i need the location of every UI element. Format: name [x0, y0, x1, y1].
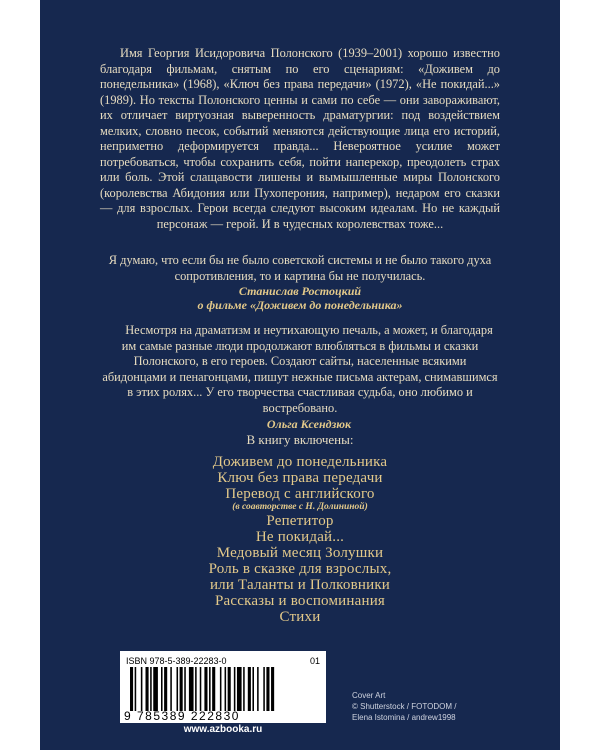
barcode-box [120, 651, 326, 737]
contents-item: Не покидай... [255, 529, 345, 545]
intro-text: Имя Георгия Исидоровича Полонского (1939–2001) хорошо известно благодаря фильмам, снятым по его сценариям: «Доживем до понедельника» (1968), «Ключ без права передачи» (1972), «Не покидай...» (1989). Но тексты Полонского ценны и сами по себе — они завораживают, их отличает виртуозная выверенность драматургии: под воздействием мелких, словно песок, событий меняются действующие лица его историй, неприметно деформируется правда... Невероятное усилие может потребоваться, чтобы сохранить себя, пойти наперекор, преодолеть страх или боль. Этой слащавости лишены и вымышленные миры Полонского (королевства Абидония или Пухоперония, например), недаром его сказки — для взрослых. Герои всегда следуют высоким идеалам. Но не каждый персонаж — герой. И в чудесных королевствах тоже... [100, 46, 500, 231]
contents-item: Ключ без права передачи [217, 470, 383, 486]
isbn-line [126, 656, 320, 666]
contents-item: Доживем до понедельника [212, 454, 388, 470]
intro-paragraph [100, 46, 500, 232]
cover-credits [352, 690, 552, 723]
contents-list [100, 432, 500, 625]
contents-header: В книгу включены: [246, 432, 354, 447]
contents-item: Медовый месяц Золушки [216, 545, 384, 561]
barcode-digits: 9 785389 222830 [124, 709, 240, 723]
credits-line: Cover Art [352, 691, 386, 700]
quote-author: Станислав Ростоцкий [238, 284, 362, 298]
website-label: www.azbooka.ru [120, 723, 326, 737]
credits-line: Elena Istomina / andrew1998 [352, 713, 456, 722]
back-cover [40, 0, 560, 750]
contents-item: или Таланты и Полковники [209, 577, 391, 593]
isbn-text: ISBN 978-5-389-22283-0 [126, 656, 227, 666]
second-paragraph-author: Ольга Ксендзюк [266, 417, 352, 431]
contents-coauthor-note: (в соавторстве с Н. Долининой) [232, 502, 368, 512]
contents-item: Роль в сказке для взрослых, [208, 561, 392, 577]
quote-text: Я думаю, что если бы не было советской системы и не было такого духа сопротивления, то и картина бы не получилась. [108, 253, 492, 283]
quote-block [100, 253, 500, 312]
contents-item: Перевод с английского [225, 486, 375, 502]
credits-line: © Shutterstock / FOTODOM / [352, 702, 457, 711]
second-paragraph [100, 323, 500, 431]
isbn-suffix: 01 [309, 656, 320, 666]
contents-item: Рассказы и воспоминания [214, 593, 386, 609]
second-paragraph-text: Несмотря на драматизм и неутихающую печаль, а может, и благодаря им самые разные люди продолжают влюбляться в фильмы и сказки Полонского, в его героев. Создают сайты, населенные всякими абидонцами и пенагонцами, пишут нежные письма актерам, снимавшимся в этих ролях... У его творчества счастливая судьба, оно любимо и востребовано. [102, 323, 498, 415]
contents-item: Стихи [279, 609, 321, 625]
barcode-bars [130, 667, 316, 711]
quote-context: о фильме «Доживем до понедельника» [197, 298, 403, 312]
contents-item: Репетитор [266, 513, 334, 529]
